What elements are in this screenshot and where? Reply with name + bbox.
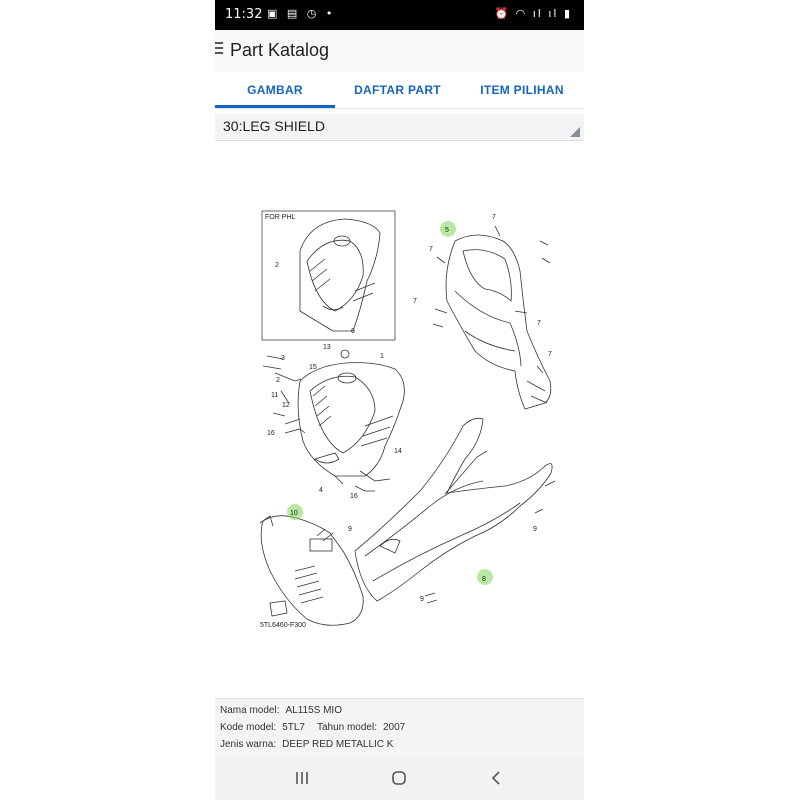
model-name-label: Nama model:	[220, 705, 280, 716]
tab-item-pilihan[interactable]: ITEM PILIHAN	[480, 83, 564, 97]
callout-6: 6	[351, 328, 355, 335]
back-icon[interactable]	[481, 766, 511, 790]
callout-2a: 2	[275, 262, 279, 269]
parts-diagram-drawing	[215, 141, 584, 697]
model-year-value: 2007	[383, 722, 406, 733]
callout-1: 1	[380, 353, 384, 360]
callout-12: 12	[282, 402, 290, 409]
tab-daftar-part[interactable]: DAFTAR PART	[354, 83, 441, 97]
status-time: 11:32	[225, 7, 263, 22]
callout-2b: 2	[276, 377, 280, 384]
status-bar	[215, 0, 584, 30]
color-label: Jenis warna:	[220, 739, 277, 750]
front-shield-outline	[298, 363, 404, 476]
system-icons: ⏰ ◠ ıl ıl ▮	[494, 7, 572, 20]
color-value: DEEP RED METALLIC K	[282, 739, 394, 750]
parts-diagram[interactable]	[215, 141, 584, 697]
callout-14: 14	[394, 448, 402, 455]
callout-11: 11	[271, 392, 279, 399]
callout-15: 15	[309, 364, 317, 371]
callout-7d: 7	[537, 320, 541, 327]
lower-shield-outline	[355, 418, 552, 601]
callout-7e: 7	[548, 351, 552, 358]
tab-gambar[interactable]: GAMBAR	[215, 72, 335, 108]
model-code-label: Kode model:	[220, 722, 277, 733]
model-name-value: AL115S MIO	[285, 705, 342, 716]
screw-marks	[433, 226, 550, 373]
callout-13: 13	[323, 344, 331, 351]
section-header[interactable]	[215, 114, 584, 141]
notification-icons: ▣ ▤ ◷ •	[267, 7, 336, 20]
callout-7c: 7	[413, 298, 417, 305]
phone-screen	[215, 0, 584, 800]
model-code-row	[220, 721, 405, 735]
callout-8: 8	[482, 576, 486, 583]
home-icon[interactable]	[384, 766, 414, 790]
callout-16: 16	[267, 430, 275, 437]
dropdown-corner-icon[interactable]	[570, 127, 580, 137]
callout-4: 4	[319, 487, 323, 494]
callout-7a: 7	[492, 214, 496, 221]
android-nav-bar	[215, 756, 584, 800]
model-code-value: 5TL7	[282, 722, 305, 733]
recent-apps-icon[interactable]	[287, 766, 317, 790]
callout-7b: 7	[429, 246, 433, 253]
callout-3: 3	[281, 355, 285, 362]
callout-16b: 16	[350, 493, 358, 500]
color-row	[220, 738, 393, 752]
callout-9c: 9	[533, 526, 537, 533]
inset-box	[262, 211, 395, 340]
inset-label: FOR PHL	[265, 214, 296, 221]
callout-10: 10	[290, 510, 298, 517]
model-info-panel	[215, 698, 584, 757]
app-title: Part Katalog	[230, 40, 330, 60]
tab-bar	[215, 72, 584, 109]
hamburger-menu-icon[interactable]	[215, 42, 225, 58]
callout-9b: 9	[420, 596, 424, 603]
inner-panel-outline	[446, 235, 551, 409]
callout-9a: 9	[348, 526, 352, 533]
model-name-row	[220, 704, 342, 718]
drawing-code: 5TL6460-F300	[260, 622, 306, 629]
callout-5: 5	[445, 227, 449, 234]
section-title: 30:LEG SHIELD	[223, 118, 325, 134]
app-bar	[215, 30, 584, 72]
model-year-label: Tahun model:	[316, 722, 377, 733]
